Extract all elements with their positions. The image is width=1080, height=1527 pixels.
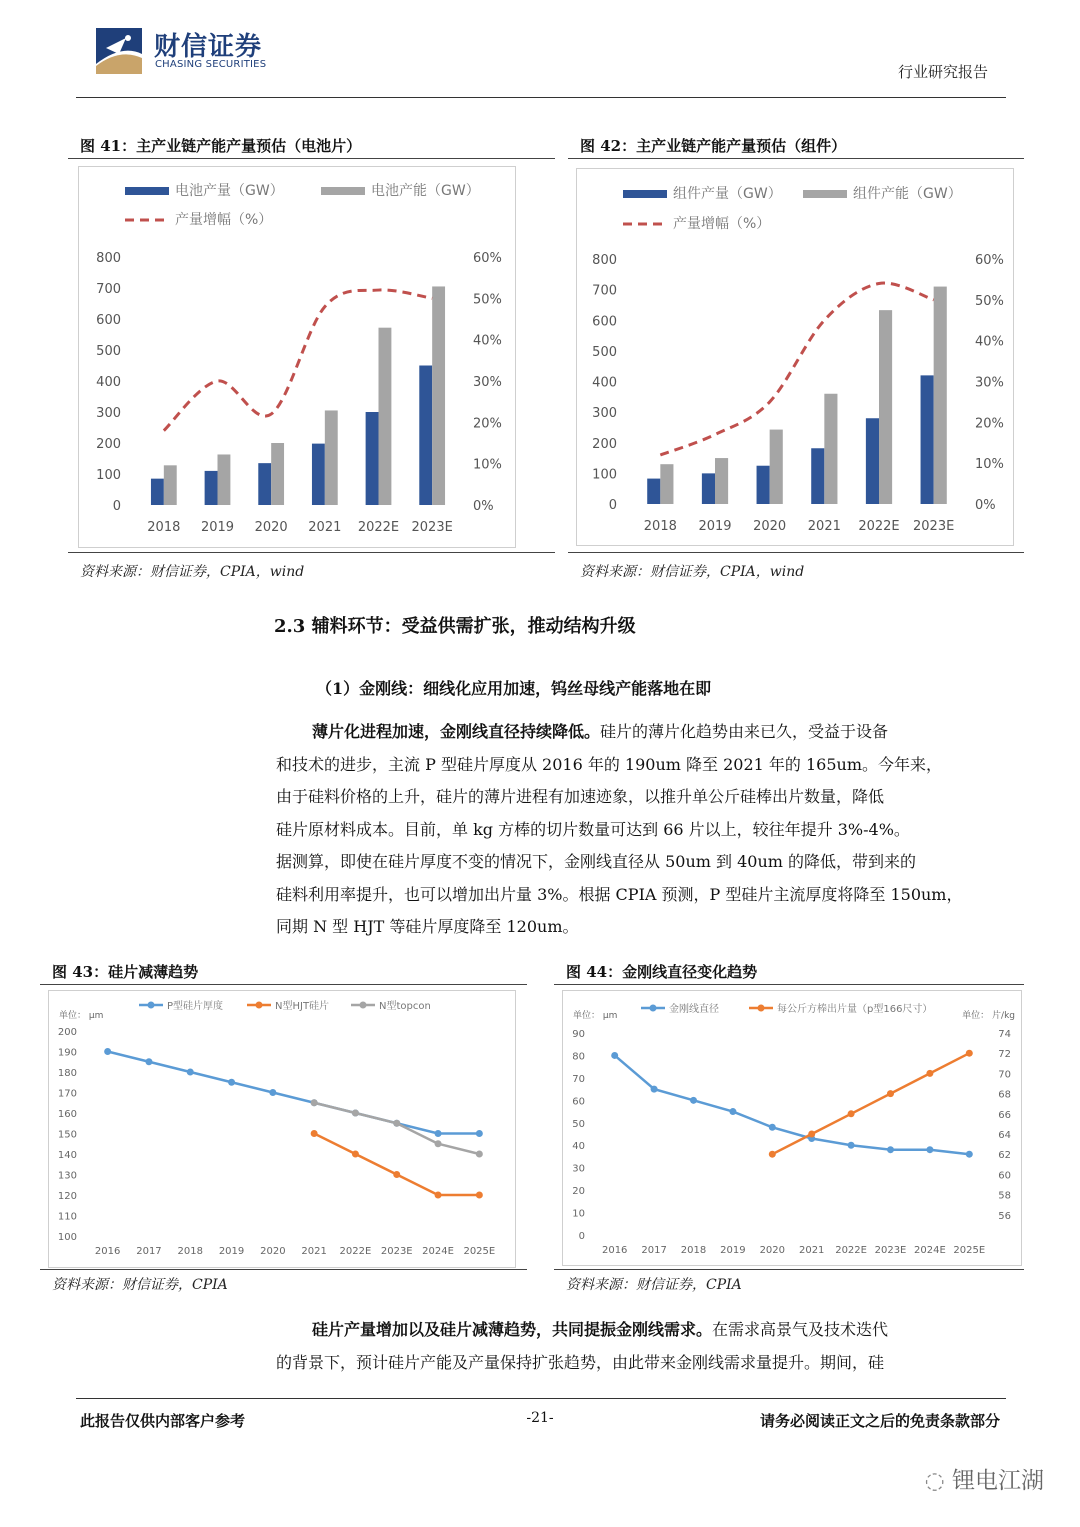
- y2-tick-label: 0%: [473, 499, 494, 514]
- y2-tick-label: 62: [998, 1150, 1011, 1162]
- y-tick-label: 400: [592, 375, 617, 391]
- legend-label: 组件产量（GW）: [673, 186, 782, 202]
- bar: [205, 471, 218, 505]
- x-tick-label: 2023E: [380, 1246, 413, 1257]
- y-tick-label: 200: [57, 1027, 77, 1038]
- figure-43-svg: [49, 991, 515, 1267]
- data-point: [269, 1089, 276, 1096]
- y-tick-label: 0: [578, 1231, 585, 1242]
- company-logo-icon: [92, 24, 146, 78]
- x-tick-label: 2021: [807, 519, 841, 534]
- bar: [824, 394, 837, 504]
- x-tick-label: 2023E: [411, 520, 453, 535]
- data-point: [435, 1130, 442, 1137]
- y-tick-label: 120: [57, 1191, 77, 1202]
- paragraph-1-line: 和技术的进步，主流 P 型硅片厚度从 2016 年的 190um 降至 2021 年的 165um。今年来，: [276, 754, 943, 774]
- paragraph-2-line: [276, 1314, 1006, 1347]
- bar: [879, 310, 892, 504]
- bar: [715, 458, 728, 504]
- footer-page-number: -21-: [526, 1410, 554, 1426]
- figure-44-title: 图 44：金刚线直径变化趋势: [566, 963, 758, 981]
- x-tick-label: 2021: [308, 520, 342, 535]
- y-tick-label: 180: [57, 1068, 77, 1079]
- figure-42-svg: [577, 169, 1013, 545]
- data-point: [848, 1142, 855, 1149]
- x-tick-label: 2023E: [874, 1245, 907, 1256]
- series-line: [314, 1134, 479, 1196]
- bar: [660, 464, 673, 504]
- x-tick-label: 2022E: [357, 520, 400, 535]
- y2-tick-label: 0%: [975, 498, 996, 513]
- figure-42-source: 资料来源：财信证券，CPIA，wind: [580, 564, 805, 580]
- data-point: [311, 1130, 318, 1137]
- y2-tick-label: 50%: [473, 292, 502, 308]
- paragraph-1-line-text: 硅片的薄片化趋势由来已久，受益于设备: [600, 722, 889, 741]
- data-point: [769, 1124, 776, 1131]
- y2-tick-label: 58: [998, 1190, 1011, 1202]
- y2-tick-label: 70: [998, 1069, 1011, 1081]
- x-tick-label: 2020: [254, 520, 288, 535]
- y-unit-label: 单位： μm: [59, 1011, 104, 1021]
- legend-swatch: [803, 190, 847, 198]
- figure-44-chart: [562, 990, 1022, 1266]
- figure-41-chart: [78, 166, 516, 548]
- y-tick-label: 100: [57, 1232, 77, 1243]
- figure-43-bottom-rule: [40, 1269, 527, 1270]
- y-tick-label: 300: [592, 406, 617, 422]
- data-point: [926, 1146, 933, 1153]
- y2-tick-label: 66: [998, 1109, 1011, 1121]
- x-tick-label: 2020: [759, 1245, 786, 1256]
- x-tick-label: 2025E: [953, 1245, 986, 1256]
- figure-42-title: 图 42：主产业链产能产量预估（组件）: [580, 137, 847, 155]
- paragraph-1: [276, 716, 1006, 944]
- bar: [366, 412, 379, 505]
- y-tick-label: 500: [592, 344, 617, 360]
- section-heading: 2.3 辅料环节：受益供需扩张，推动结构升级: [274, 616, 636, 637]
- y-tick-label: 150: [57, 1129, 77, 1141]
- data-point: [187, 1069, 194, 1076]
- x-tick-label: 2021: [301, 1246, 327, 1257]
- figure-43-source: 资料来源：财信证券，CPIA: [52, 1277, 228, 1293]
- paragraph-1-line: 据测算，即使在硅片厚度不变的情况下，金刚线直径从 50um 到 40um 的降低，带到来的: [276, 852, 917, 871]
- figure-43-title: 图 43：硅片减薄趋势: [52, 963, 199, 981]
- legend-label: 电池产量（GW）: [175, 183, 284, 199]
- y2-tick-label: 56: [998, 1210, 1011, 1222]
- wechat-icon: ◌: [924, 1468, 945, 1494]
- y-tick-label: 100: [592, 467, 617, 483]
- legend-label: 电池产能（GW）: [371, 183, 480, 199]
- data-point: [476, 1192, 483, 1199]
- y2-tick-label: 40%: [473, 333, 502, 349]
- x-tick-label: 2018: [643, 519, 677, 534]
- bar: [151, 479, 164, 505]
- series-line: [108, 1052, 480, 1134]
- x-tick-label: 2023E: [913, 519, 955, 534]
- data-point: [435, 1192, 442, 1199]
- legend-label: N型topcon: [379, 1001, 431, 1012]
- bar: [325, 410, 338, 505]
- data-point: [435, 1140, 442, 1147]
- y2-tick-label: 20%: [473, 416, 502, 432]
- report-type-label: 行业研究报告: [897, 63, 988, 81]
- data-point: [966, 1050, 973, 1057]
- footer-disclaimer-right: 请务必阅读正文之后的免责条款部分: [759, 1412, 1000, 1430]
- x-tick-label: 2018: [177, 1246, 203, 1257]
- x-tick-label: 2016: [601, 1245, 628, 1256]
- y-tick-label: 140: [57, 1150, 77, 1161]
- watermark-text: 锂电江湖: [952, 1468, 1044, 1494]
- data-point: [729, 1108, 736, 1115]
- y-tick-label: 500: [96, 344, 121, 359]
- y2-tick-label: 30%: [975, 375, 1004, 391]
- y-tick-label: 160: [57, 1109, 77, 1120]
- y-tick-label: 100: [96, 468, 121, 483]
- figure-42-bottom-rule: [568, 552, 1024, 553]
- legend-marker: [650, 1005, 657, 1012]
- data-point: [311, 1099, 318, 1106]
- data-point: [104, 1048, 111, 1055]
- y2-tick-label: 50%: [975, 293, 1004, 309]
- figure-43-title-rule: [40, 984, 527, 985]
- legend-label: 每公斤方棒出片量（p型166尺寸）: [777, 1004, 933, 1015]
- y-tick-label: 0: [112, 499, 121, 514]
- y2-tick-label: 10%: [473, 457, 502, 473]
- x-tick-label: 2019: [218, 1246, 245, 1257]
- bar: [921, 375, 934, 504]
- y-tick-label: 50: [572, 1118, 585, 1130]
- y2-tick-label: 60%: [975, 253, 1004, 268]
- y-tick-label: 600: [96, 313, 121, 328]
- paragraph-1-line: 硅料利用率提升，也可以增加出片量 3%。根据 CPIA 预测，P 型硅片主流厚度将降至 150um，: [276, 884, 963, 904]
- x-tick-label: 2024E: [422, 1246, 454, 1257]
- data-point: [848, 1110, 855, 1117]
- growth-line: [164, 290, 432, 431]
- y-tick-label: 300: [96, 406, 121, 421]
- data-point: [966, 1151, 973, 1158]
- legend-label: N型HJT硅片: [275, 1001, 330, 1012]
- x-tick-label: 2018: [680, 1245, 707, 1256]
- data-point: [476, 1151, 483, 1158]
- x-tick-label: 2016: [94, 1246, 121, 1257]
- y-tick-label: 800: [96, 251, 121, 266]
- y-tick-label: 0: [608, 498, 617, 513]
- y-tick-label: 90: [572, 1029, 585, 1040]
- logo-chinese-name: 财信证券: [154, 32, 263, 62]
- bar: [934, 287, 947, 504]
- paragraph-2: [276, 1314, 1006, 1379]
- y-tick-label: 20: [572, 1186, 585, 1198]
- legend-marker: [148, 1002, 155, 1009]
- x-tick-label: 2017: [136, 1246, 162, 1257]
- data-point: [476, 1130, 483, 1137]
- y-tick-label: 190: [57, 1047, 77, 1059]
- bar: [757, 466, 770, 504]
- y-tick-label: 400: [96, 375, 121, 390]
- x-tick-label: 2022E: [835, 1245, 867, 1256]
- data-point: [651, 1086, 658, 1093]
- legend-marker: [758, 1005, 765, 1012]
- figure-41-source: 资料来源：财信证券，CPIA，wind: [80, 564, 305, 580]
- logo-english-name: CHASING SECURITIES: [155, 59, 267, 70]
- figure-42-title-rule: [568, 158, 1024, 159]
- paragraph-2-line: 的背景下，预计硅片产能及产量保持扩张趋势，由此带来金刚线需求量提升。期间，硅: [276, 1352, 885, 1372]
- x-tick-label: 2022E: [339, 1246, 372, 1257]
- y-tick-label: 30: [572, 1163, 585, 1175]
- bar: [379, 328, 392, 505]
- figure-41-bottom-rule: [68, 552, 555, 553]
- y2-tick-label: 68: [998, 1089, 1011, 1101]
- legend-swatch: [321, 187, 365, 195]
- paragraph-1-line: [276, 716, 1006, 749]
- y-tick-label: 700: [592, 283, 617, 299]
- legend-marker: [360, 1002, 367, 1009]
- y2-tick-label: 20%: [975, 416, 1004, 432]
- data-point: [393, 1171, 400, 1178]
- series-line: [615, 1055, 970, 1154]
- data-point: [887, 1146, 894, 1153]
- y-tick-label: 10: [572, 1208, 585, 1220]
- x-tick-label: 2021: [798, 1245, 825, 1256]
- figure-44-svg: [563, 991, 1021, 1265]
- data-point: [611, 1052, 618, 1059]
- y-tick-label: 200: [592, 436, 617, 452]
- x-tick-label: 2024E: [914, 1245, 946, 1256]
- x-tick-label: 2025E: [463, 1246, 496, 1257]
- y-tick-label: 800: [592, 253, 617, 268]
- header-divider: [76, 97, 1006, 98]
- bar: [419, 366, 432, 506]
- figure-41-svg: [79, 167, 515, 547]
- x-tick-label: 2019: [200, 520, 235, 535]
- legend-label: P型硅片厚度: [167, 1001, 224, 1012]
- y2-tick-label: 72: [998, 1049, 1011, 1061]
- data-point: [808, 1131, 815, 1138]
- y-tick-label: 80: [572, 1051, 585, 1063]
- data-point: [352, 1151, 359, 1158]
- bar: [702, 473, 715, 504]
- paragraph-2-line-text: 在需求高景气及技术迭代: [712, 1320, 889, 1339]
- paragraph-2-lead: 硅片产量增加以及硅片减薄趋势，共同提振金刚线需求。: [312, 1320, 713, 1339]
- data-point: [690, 1097, 697, 1104]
- y-tick-label: 700: [96, 282, 121, 297]
- bar: [312, 444, 325, 505]
- y2-tick-label: 30%: [473, 375, 502, 390]
- x-tick-label: 2019: [720, 1245, 746, 1256]
- x-tick-label: 2019: [698, 519, 732, 534]
- y-tick-label: 600: [592, 314, 617, 330]
- bar: [770, 430, 783, 504]
- x-tick-label: 2020: [753, 519, 787, 534]
- y-tick-label: 130: [57, 1170, 77, 1182]
- bar: [164, 465, 177, 505]
- x-tick-label: 2018: [147, 520, 181, 535]
- y2-tick-label: 64: [998, 1130, 1011, 1141]
- x-tick-label: 2022E: [858, 519, 900, 534]
- bar: [647, 479, 660, 504]
- legend-swatch: [623, 190, 667, 198]
- data-point: [145, 1058, 152, 1065]
- y2-tick-label: 40%: [975, 334, 1004, 350]
- series-line: [772, 1053, 969, 1154]
- y2-unit-label: 单位： 片/kg: [962, 1011, 1015, 1021]
- legend-label: 金刚线直径: [669, 1004, 719, 1015]
- y-tick-label: 200: [96, 437, 121, 452]
- figure-44-bottom-rule: [554, 1269, 1024, 1270]
- y2-tick-label: 10%: [975, 457, 1004, 473]
- y-tick-label: 60: [572, 1096, 585, 1108]
- y-tick-label: 40: [572, 1141, 585, 1153]
- y2-tick-label: 60%: [473, 251, 502, 266]
- y2-tick-label: 60: [998, 1170, 1011, 1182]
- legend-label: 产量增幅（%）: [175, 212, 273, 228]
- bar: [258, 463, 271, 505]
- growth-line: [660, 283, 933, 455]
- footer-disclaimer-left: 此报告仅供内部客户参考: [80, 1412, 246, 1430]
- section-subheading: （1）金刚线：细线化应用加速，钨丝母线产能落地在即: [316, 679, 712, 698]
- bar: [271, 443, 284, 505]
- legend-label: 产量增幅（%）: [673, 216, 771, 232]
- y2-tick-label: 74: [998, 1029, 1011, 1040]
- y-tick-label: 170: [57, 1088, 77, 1100]
- y-tick-label: 70: [572, 1073, 585, 1085]
- figure-41-title: 图 41：主产业链产能产量预估（电池片）: [80, 137, 362, 155]
- legend-label: 组件产能（GW）: [853, 186, 962, 202]
- bar: [432, 286, 445, 505]
- data-point: [228, 1079, 235, 1086]
- bar: [218, 454, 231, 505]
- figure-44-source: 资料来源：财信证券，CPIA: [566, 1277, 742, 1293]
- data-point: [887, 1090, 894, 1097]
- paragraph-1-line: 由于硅料价格的上升，硅片的薄片进程有加速迹象，以推升单公斤硅棒出片数量，降低: [276, 787, 885, 806]
- watermark: [925, 1462, 1044, 1495]
- footer-divider: [76, 1398, 1006, 1399]
- x-tick-label: 2017: [641, 1245, 667, 1256]
- paragraph-1-lead: 薄片化进程加速，金刚线直径持续降低。: [312, 722, 601, 741]
- y-unit-label: 单位： μm: [573, 1011, 618, 1021]
- figure-43-chart: [48, 990, 516, 1268]
- x-tick-label: 2020: [260, 1246, 286, 1257]
- bar: [866, 418, 879, 504]
- data-point: [926, 1070, 933, 1077]
- legend-swatch: [125, 187, 169, 195]
- y-tick-label: 110: [57, 1211, 77, 1223]
- data-point: [352, 1110, 359, 1117]
- figure-44-title-rule: [554, 984, 1024, 985]
- paragraph-1-line: 同期 N 型 HJT 等硅片厚度降至 120um。: [276, 917, 579, 936]
- data-point: [393, 1120, 400, 1127]
- figure-42-chart: [576, 168, 1014, 546]
- legend-marker: [256, 1002, 263, 1009]
- data-point: [769, 1151, 776, 1158]
- paragraph-1-line: 硅片原材料成本。目前，单 kg 方棒的切片数量可达到 66 片以上，较往年提升 3%-4%。: [276, 819, 910, 839]
- bar: [811, 448, 824, 504]
- figure-41-title-rule: [68, 158, 555, 159]
